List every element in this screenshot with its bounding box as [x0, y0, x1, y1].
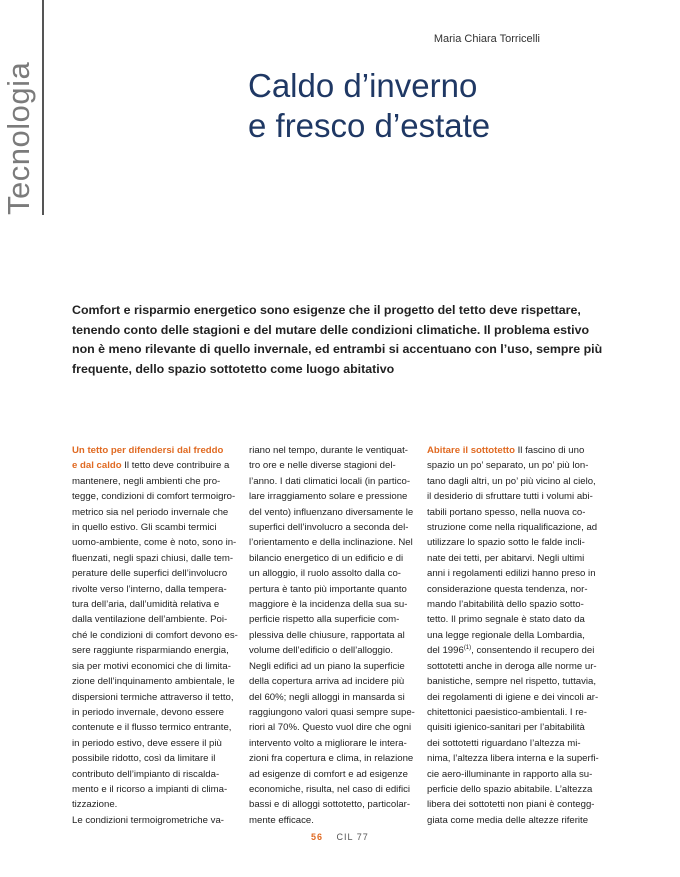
section-label: Tecnologia [1, 61, 36, 215]
text-line: mantenere, negli ambienti che pro- [72, 475, 221, 487]
text-line [72, 458, 232, 473]
text-line: perficie rispetto alla superficie com- [249, 614, 400, 626]
text-line: del 60%; negli alloggi in mansarda si [249, 691, 405, 703]
text-line: mento e il ricorso a impianti di clima- [72, 783, 228, 795]
text-line: tura dell’aria, dall’umidità relativa e [72, 599, 220, 611]
text-line: riano nel tempo, durante le ventiquat- [249, 445, 408, 456]
text-line: nima, l’altezza libera interna e la superfi- [427, 753, 599, 765]
text-line: dalla ventilazione dell’ambiente. Poi- [72, 614, 228, 626]
text-line: tetto. Il primo segnale è stato dato da [427, 614, 585, 626]
subheading: e dal caldo [72, 460, 122, 472]
text-line: Le condizioni termoigrometriche va- [72, 814, 224, 826]
body-text: Il tetto deve contribuire a [121, 460, 230, 472]
text-line: tro ore e nelle diverse stagioni del- [249, 460, 396, 472]
text-line: banistiche, sempre nel rispetto, tuttavia, [427, 676, 597, 688]
text-line: chitettonici paesistico-ambientali. I re- [427, 706, 587, 718]
text-line: contenute e il flusso termico entrante, [72, 722, 232, 734]
text-line: quisiti igienico-sanitari per l’abitabilità [427, 722, 585, 734]
column-2 [249, 443, 415, 828]
title-line: e fresco d’estate [248, 107, 491, 144]
text-line: possibile ridotto, così da limitare il [72, 753, 216, 765]
text-line: struzione come nella riqualificazione, ad [427, 522, 598, 534]
text-line: mando l’abitabilità dello spazio sotto- [427, 599, 584, 611]
text-line: metrico sia nel periodo invernale che [72, 506, 229, 518]
text-line: superfici dell’involucro a seconda del- [249, 522, 409, 534]
text-line: maggiore è la incidenza della sua su- [249, 599, 408, 611]
text-line [427, 443, 587, 458]
text-line: lare irraggiamento solare e pressione [249, 491, 408, 503]
body-text: Il fascino di uno [514, 445, 585, 456]
text-line: dei regolamenti di igiene e dei vincoli ar- [427, 691, 599, 703]
text-line: contributo dell’impianto di riscalda- [72, 768, 220, 780]
body-text: , consentendo il recupero dei [471, 645, 595, 657]
text-line: dei sottotetti riguardano l’altezza mi- [427, 737, 581, 749]
text-line: nate dei tetti, per abitarvi. Negli ultimi [427, 552, 585, 564]
text-line: perficie dello spazio abitabile. L’altezza [427, 783, 593, 795]
column-1 [72, 443, 238, 828]
subheading: Abitare il sottotetto [427, 445, 515, 456]
title-line: Caldo d’inverno [248, 67, 478, 104]
text-line: uomo-ambiente, come è noto, sono in- [72, 537, 237, 549]
text-line: in periodo invernale, devono essere [72, 706, 225, 718]
article-title [248, 66, 490, 146]
journal-name: CIL 77 [336, 832, 369, 842]
text-line: considerazione questa tendenza, nor- [427, 583, 588, 595]
text-line: mente efficace. [249, 814, 314, 826]
text-line: della copertura arriva ad incidere più [249, 676, 405, 688]
text-line: l’orientamento e della inclinazione. Nel [249, 537, 413, 549]
text-line: sia per motivi economici che di limita- [72, 660, 231, 672]
page-footer [311, 832, 369, 842]
text-line: sottotetti anche in deroga alle norme ur- [427, 660, 597, 672]
text-line: ad esigenze di comfort e ad esigenze [249, 768, 408, 780]
text-line: bilancio energetico di un edificio e di [249, 552, 404, 564]
text-line: cie aero-illuminante in rapporto alla su- [427, 768, 593, 780]
text-line: rivolte verso l’interno, dalla tempera- [72, 583, 227, 595]
text-line: giata come media delle altezze riferite [427, 814, 589, 826]
text-line: raggiungono valori quasi sempre supe- [249, 706, 415, 718]
text-line: perature delle superfici dell’involucro [72, 568, 228, 580]
text-line: spazio un po’ separato, un po’ più lon- [427, 460, 589, 472]
text-line: utilizzare lo spazio sotto le falde incli- [427, 537, 585, 549]
text-line: una legge regionale della Lombardia, [427, 629, 585, 641]
text-line: tizzazione. [72, 799, 118, 811]
text-line: il desiderio di sfruttare tutti i volumi abi- [427, 491, 593, 503]
text-line: volume dell’edificio o dell’alloggio. [249, 645, 393, 657]
text-line: zione dell’inquinamento ambientale, le [72, 676, 235, 688]
text-line: fluenzati, negli spazi chiusi, dalle tem- [72, 552, 234, 564]
text-line [427, 643, 595, 658]
text-line: Negli edifici ad un piano la superficie [249, 660, 405, 672]
text-line: anni i regolamenti edilizi hanno preso in [427, 568, 596, 580]
text-line: tabili portano spesso, nella nuova co- [427, 506, 586, 518]
text-line: intervento volto a migliorare le intera- [249, 737, 407, 749]
footnote-ref: (1) [463, 645, 472, 652]
text-line: del vento) influenzano diversamente le [249, 506, 414, 518]
lead-paragraph: Comfort e risparmio energetico sono esigenze che il progetto del tetto deve rispettare, tenendo conto delle stagioni e del mutare delle condizioni climatiche. Il problema estivo non è meno rilevante di quello invernale, ed entrambi si accentuano con l’uso, sempre più frequente, dello spazio sottotetto come luogo abitativo [72, 303, 603, 376]
page-number: 56 [311, 832, 324, 842]
text-line: zioni fra copertura e clima, in relazione [249, 753, 414, 765]
column-3 [427, 443, 599, 828]
body-text: del 1996 [427, 645, 464, 657]
text-line: in periodo estivo, deve essere il più [72, 737, 222, 749]
text-line: pertura è tanto più importante quanto [249, 583, 407, 595]
margin-rule [42, 0, 44, 215]
subheading: Un tetto per difendersi dal freddo [72, 445, 224, 456]
text-line: un alloggio, il ruolo assolto dalla co- [249, 568, 401, 580]
text-line: ché le condizioni di comfort devono es- [72, 629, 238, 641]
text-line: economiche, risulta, nel caso di edifici [249, 783, 411, 795]
text-line: libera dei sottotetti non piani è contegg- [427, 799, 595, 811]
text-line: plessiva delle chiusure, rapportata al [249, 629, 405, 641]
text-line: tano dagli altri, un po’ più vicino al cielo, [427, 475, 596, 487]
text-line: dispersioni termiche attraverso il tetto, [72, 691, 234, 703]
text-line: riori al 70%. Questo vuol dire che ogni [249, 722, 412, 734]
text-line: in quello estivo. Gli scambi termici [72, 522, 217, 534]
text-line: sere raggiunte risparmiando energia, [72, 645, 229, 657]
text-line: bassi e di alloggi sottotetto, particolar- [249, 799, 411, 811]
author-name: Maria Chiara Torricelli [433, 33, 540, 45]
text-line: l’anno. I dati climatici locali (in partico- [249, 475, 411, 487]
subheading-line [72, 443, 232, 458]
text-line: tegge, condizioni di comfort termoigro- [72, 491, 236, 503]
